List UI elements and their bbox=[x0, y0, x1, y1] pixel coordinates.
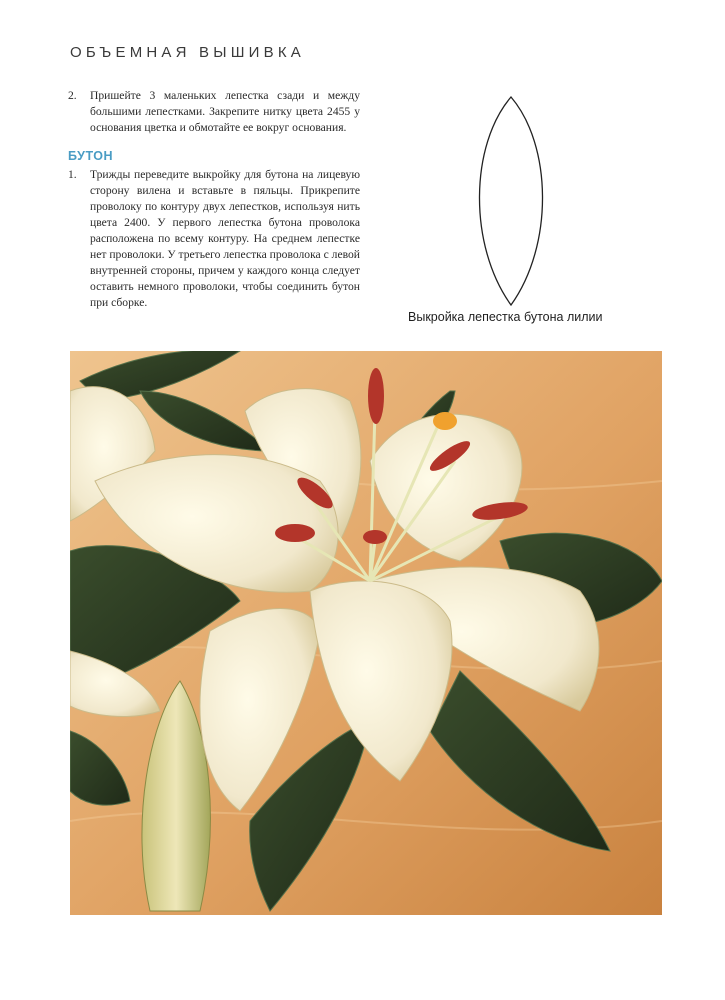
step-number: 1. bbox=[68, 168, 77, 181]
section-heading: БУТОН bbox=[68, 149, 114, 163]
step-text: Пришейте 3 маленьких лепестка сзади и между большими лепестками. Закрепите нитку цвета 2455 у основания цветка и обмотайте ее вокруг основания. bbox=[90, 89, 360, 134]
embroidered-lily-photo bbox=[70, 351, 662, 915]
petal-pattern-outline bbox=[470, 95, 552, 307]
pattern-caption: Выкройка лепестка бутона лилии bbox=[408, 310, 603, 324]
step-text: Трижды переведите выкройку для бутона на лицевую сторону вилена и вставьте в пяльцы. Прикрепите проволоку по контуру двух лепестков, используя нить цвета 2400. У первого лепестка бутона проволока расположена по всему контуру. На среднем лепестке нет проволоки. У третьего лепестка проволока с левой внутренней стороны, причем у каждого конца следует оставить немного проволоки, чтобы соединить бутон при сборке. bbox=[90, 168, 360, 309]
step-number: 2. bbox=[68, 89, 77, 102]
text-column bbox=[68, 88, 360, 311]
step-item bbox=[68, 167, 360, 311]
lily-pistil bbox=[433, 412, 457, 430]
step-item bbox=[68, 88, 360, 136]
page-header: ОБЪЕМНАЯ ВЫШИВКА bbox=[70, 44, 305, 61]
